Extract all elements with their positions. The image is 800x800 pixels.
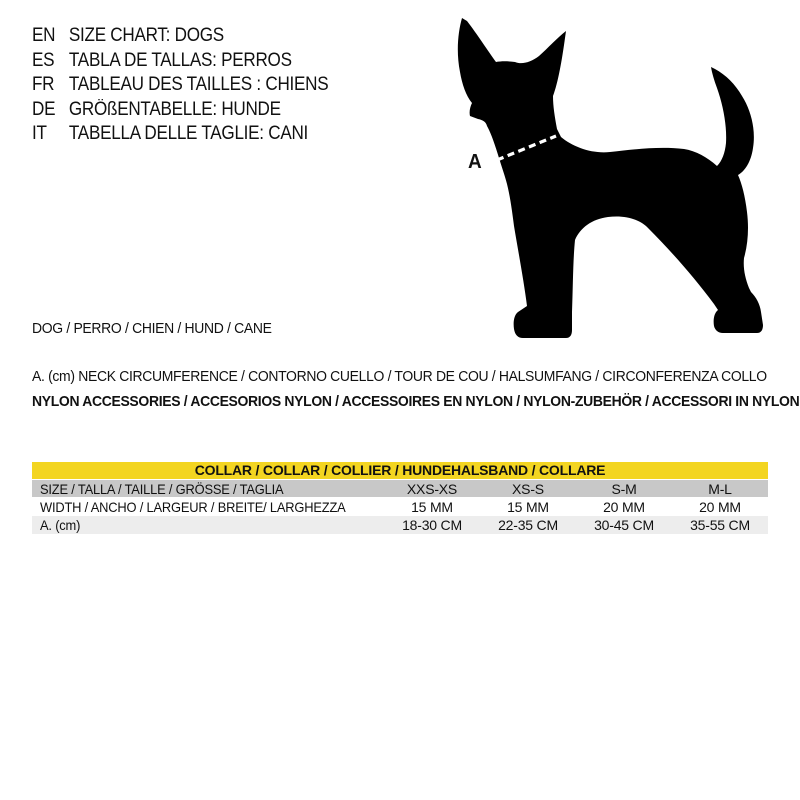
table-header-row: [32, 480, 768, 497]
language-title-row: [32, 122, 328, 147]
column-header-size-2: XS-S: [512, 480, 544, 497]
width-row-label: [32, 499, 384, 515]
width-value-cell: 20 MM: [603, 499, 645, 515]
width-value-cell: 20 MM: [699, 499, 741, 515]
size-chart-title: GRÖßENTABELLE: HUNDE: [68, 98, 281, 120]
size-row-label: [32, 481, 384, 497]
neck-value-cell: 18-30 CM: [402, 517, 462, 533]
language-title-list: [32, 24, 361, 147]
width-value-cell: 15 MM: [507, 499, 549, 515]
language-code: ES: [32, 49, 55, 71]
size-row-label-text: SIZE / TALLA / TAILLE / GRÖSSE / TAGLIA: [40, 480, 284, 497]
column-header-size-3: S-M: [611, 480, 637, 497]
size-chart-title: TABLA DE TALLAS: PERROS: [68, 49, 292, 71]
neck-value-cell: 22-35 CM: [498, 517, 558, 533]
dog-body-shape: [458, 18, 763, 338]
neck-value-cell: 30-45 CM: [594, 517, 654, 533]
language-code: DE: [32, 98, 56, 120]
language-title-row: [32, 73, 328, 98]
language-title-row: [32, 24, 328, 49]
language-code: IT: [32, 123, 47, 144]
dog-silhouette-icon: [452, 6, 778, 344]
animal-caption: DOG / PERRO / CHIEN / HUND / CANE: [32, 320, 272, 337]
width-value-cell: 15 MM: [411, 499, 453, 515]
collar-size-table: [32, 462, 768, 534]
size-chart-title: SIZE CHART: DOGS: [68, 25, 224, 46]
neck-value-cell: 35-55 CM: [690, 517, 750, 533]
column-header-size-4: M-L: [708, 480, 732, 497]
neck-row-label-text: A. (cm): [40, 517, 81, 533]
language-title-row: [32, 98, 328, 123]
neck-measure-note: A. (cm) NECK CIRCUMFERENCE / CONTORNO CUELLO / TOUR DE COU / HALSUMFANG / CIRCONFERENZA COLLO: [32, 368, 767, 385]
neck-row-label: [32, 517, 384, 533]
dog-diagram: [452, 6, 778, 344]
size-chart-title: TABLEAU DES TAILLES : CHIENS: [68, 74, 329, 95]
table-row-neck-circumference: [32, 516, 768, 534]
size-chart-title: TABELLA DELLE TAGLIE: CANI: [68, 123, 309, 144]
width-row-label-text: WIDTH / ANCHO / LARGEUR / BREITE/ LARGHEZZA: [40, 499, 346, 515]
neck-marker-label: A: [468, 151, 482, 173]
language-title-row: [32, 49, 328, 74]
material-note: NYLON ACCESSORIES / ACCESORIOS NYLON / ACCESSOIRES EN NYLON / NYLON-ZUBEHÖR / ACCESSORI IN NYLON: [32, 393, 800, 410]
language-code: EN: [32, 25, 56, 46]
language-code: FR: [32, 74, 55, 95]
table-row-width: [32, 498, 768, 516]
table-title: COLLAR / COLLAR / COLLIER / HUNDEHALSBAND / COLLARE: [32, 462, 768, 479]
column-header-size-1: XXS-XS: [406, 480, 458, 497]
